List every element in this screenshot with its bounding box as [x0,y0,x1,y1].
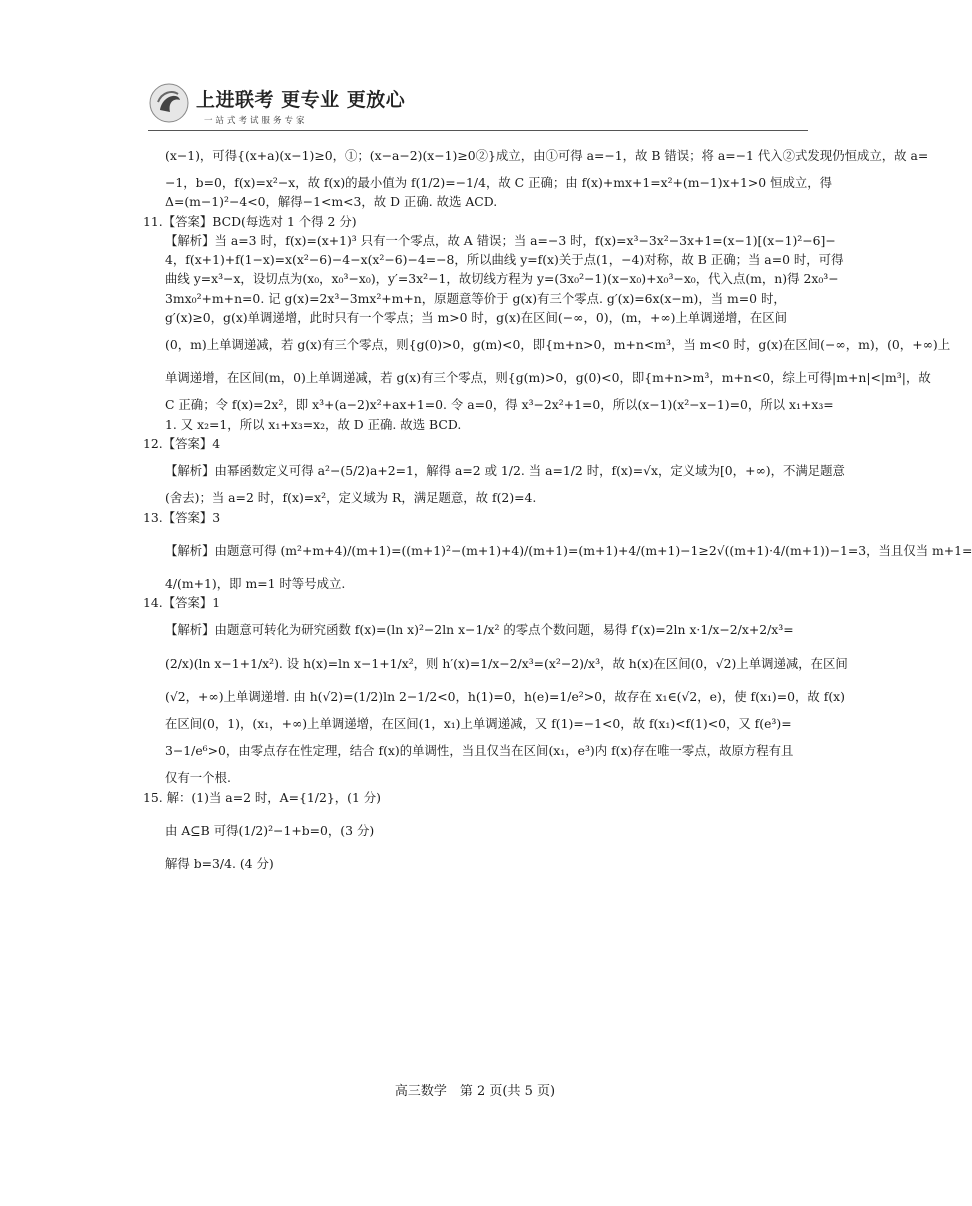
text-line: 1. 又 x₂=1，所以 x₁+x₃=x₂，故 D 正确. 故选 BCD. [165,416,462,432]
text-line: 4/(m+1)，即 m=1 时等号成立. [165,575,346,591]
text-line: C 正确；令 f(x)=2x²，即 x³+(a−2)x²+ax+1=0. 令 a=0，得 x³−2x²+1=0，所以(x−1)(x²−x−1)=0，所以 x₁+x₃= [165,397,834,413]
text-line: (舍去)；当 a=2 时，f(x)=x²，定义域为 R，满足题意，故 f(2)=4. [165,490,537,506]
page-footer: 高三数学 第 2 页(共 5 页) [394,1084,556,1099]
text-line: −1，b=0，f(x)=x²−x，故 f(x)的最小值为 f(1/2)=−1/4，故 C 正确；由 f(x)+mx+1=x²+(m−1)x+1>0 恒成立，得 [165,175,833,191]
question-14-answer: 14.【答案】1 [143,595,221,611]
answer-content [143,140,972,873]
text-line: 单调递增，在区间(m，0)上单调递减，若 g(x)有三个零点，则{g(m)>0，g(0)<0，即{m+n>m³，m+n<0，综上可得|m+n|<|m³|，故 [165,370,931,386]
text-line: (√2，+∞)上单调递增. 由 h(√2)=(1/2)ln 2−1/2<0，h(1)=0，h(e)=1/e²>0，故存在 x₁∈(√2，e)，使 f(x₁)=0，故 f(x) [165,688,845,704]
question-11-answer: 11.【答案】BCD(每选对 1 个得 2 分) [143,213,357,229]
text-line: 【解析】由幂函数定义可得 a²−(5/2)a+2=1，解得 a=2 或 1/2. 当 a=1/2 时，f(x)=√x，定义域为[0，+∞)，不满足题意 [165,463,845,479]
logo-icon [148,82,190,124]
text-line: 解得 b=3/4. (4 分) [165,856,274,872]
text-line: (x−1)，可得{(x+a)(x−1)≥0，①；(x−a−2)(x−1)≥0②}成立，由①可得 a=−1，故 B 错误；将 a=−1 代入②式发现仍恒成立，故 a= [165,148,929,163]
text-line: (0，m)上单调递减，若 g(x)有三个零点，则{g(0)>0，g(m)<0，即{m+n>0，m+n<m³，当 m<0 时，g(x)在区间(−∞，m)，(0，+∞)上 [165,336,951,352]
text-line: Δ=(m−1)²−4<0，解得−1<m<3，故 D 正确. 故选 ACD. [165,194,498,210]
brand-slogan: 上进联考 更专业 更放心 [196,89,406,111]
text-line: g′(x)≥0，g(x)单调递增，此时只有一个零点；当 m>0 时，g(x)在区间(−∞，0)，(m，+∞)上单调递增，在区间 [165,309,787,325]
question-12-answer: 12.【答案】4 [143,435,221,451]
question-13-answer: 13.【答案】3 [143,509,221,525]
text-line: 仅有一个根. [165,770,231,786]
header-divider [148,130,808,131]
text-line: 3−1/e⁶>0，由零点存在性定理，结合 f(x)的单调性，当且仅当在区间(x₁，e³)内 f(x)存在唯一零点，故原方程有且 [165,743,794,759]
page-header [148,80,808,136]
text-line: 【解析】当 a=3 时，f(x)=(x+1)³ 只有一个零点，故 A 错误；当 a=−3 时，f(x)=x³−3x²−3x+1=(x−1)[(x−1)²−6]− [165,232,836,248]
question-15-solution: 15. 解：(1)当 a=2 时，A={1/2}，(1 分) [143,789,381,805]
text-line: 【解析】由题意可得 (m²+m+4)/(m+1)=((m+1)²−(m+1)+4)/(m+1)=(m+1)+4/(m+1)−1≥2√((m+1)·4/(m+1))−1=3，当且仅当 m+1= [165,542,972,558]
text-line: 3mx₀²+m+n=0. 记 g(x)=2x³−3mx²+m+n，原题意等价于 g(x)有三个零点. g′(x)=6x(x−m)，当 m=0 时， [165,290,786,306]
brand-tagline: 一站式考试服务专家 [204,116,308,126]
text-line: 【解析】由题意可转化为研究函数 f(x)=(ln x)²−2ln x−1/x² 的零点个数问题，易得 f′(x)=2ln x·1/x−2/x+2/x³= [165,622,794,638]
text-line: 4，f(x+1)+f(1−x)=x(x²−6)−4−x(x²−6)−4=−8，所以曲线 y=f(x)关于点(1，−4)对称，故 B 正确；当 a=0 时，可得 [165,252,844,268]
text-line: 由 A⊆B 可得(1/2)²−1+b=0，(3 分) [165,822,375,838]
text-line: 在区间(0，1)，(x₁，+∞)上单调递增，在区间(1，x₁)上单调递减，又 f(1)=−1<0，故 f(x₁)<f(1)<0，又 f(e³)= [165,716,792,732]
text-line: 曲线 y=x³−x，设切点为(x₀，x₀³−x₀)，y′=3x²−1，故切线方程为 y=(3x₀²−1)(x−x₀)+x₀³−x₀，代入点(m，n)得 2x₀³− [165,271,839,287]
text-line: (2/x)(ln x−1+1/x²). 设 h(x)=ln x−1+1/x²，则 h′(x)=1/x−2/x³=(x²−2)/x³，故 h(x)在区间(0，√2)上单调递减，在区间 [165,655,848,671]
